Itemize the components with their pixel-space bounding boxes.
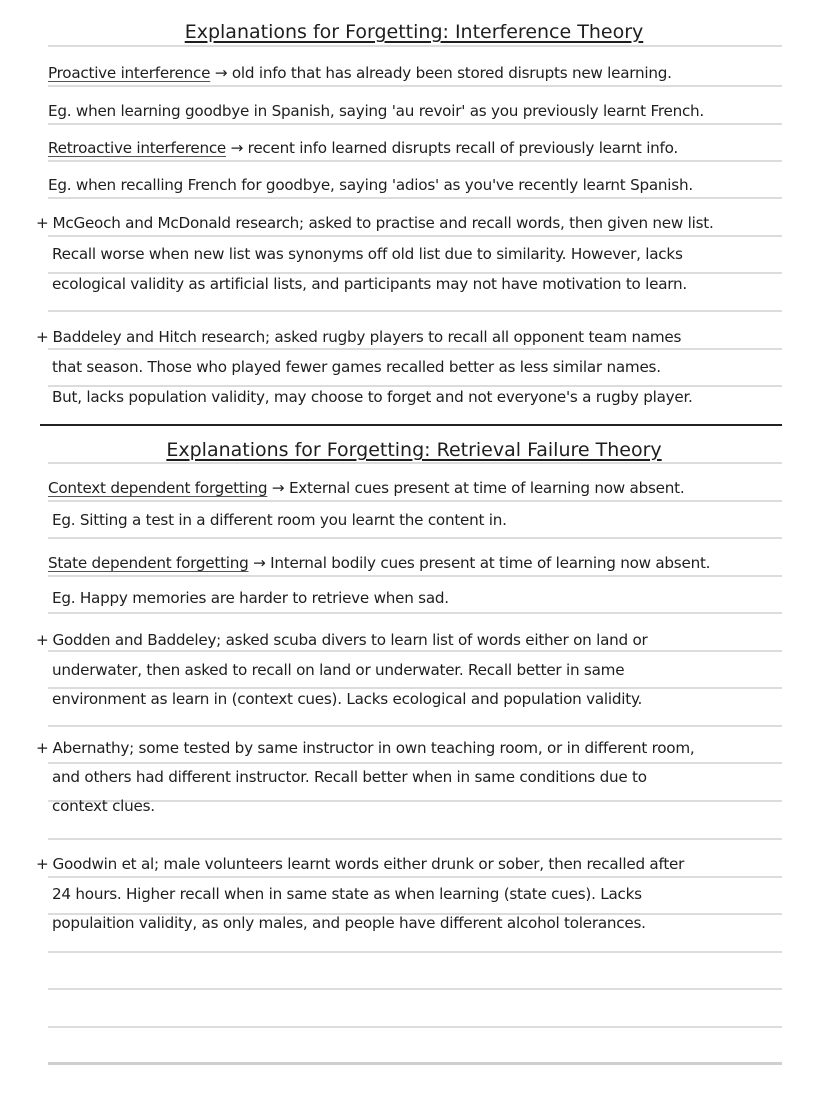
evaluation-line [36,213,714,233]
evaluation-line [36,854,684,874]
plus-icon: + [36,631,49,649]
ruled-line [48,650,782,652]
term-label: Retroactive interference [48,139,227,157]
ruled-line [48,45,782,47]
term-label: State dependent forgetting [48,554,249,572]
arrow-icon: → [214,64,228,82]
ruled-line [48,235,782,237]
term-label: Context dependent forgetting [48,479,268,497]
ruled-line [48,462,782,464]
ruled-line [48,951,782,953]
section-title-retrieval [0,438,828,462]
evaluation-line [36,327,681,347]
section-divider [40,424,782,426]
definition-text: recent info learned disrupts recall of previously learnt info. [247,139,678,157]
definition-text: old info that has already been stored disrupts new learning. [231,64,672,82]
example-retroactive: Eg. when recalling French for goodbye, saying 'adios' as you've recently learnt Spanish. [48,176,693,194]
evaluation-line: populaition validity, as only males, and people have different alcohol tolerances. [52,914,646,932]
ruled-line [48,838,782,840]
example-state: Eg. Happy memories are harder to retrieve when sad. [52,589,449,607]
evaluation-line: context clues. [52,797,155,815]
evaluation-text: Baddeley and Hitch research; asked rugby players to recall all opponent team names [52,328,682,346]
ruled-line [48,762,782,764]
section-title-text: Explanations for Forgetting: Retrieval Failure Theory [166,439,662,461]
evaluation-line: But, lacks population validity, may choose to forget and not everyone's a rugby player. [52,388,693,406]
evaluation-text: McGeoch and McDonald research; asked to practise and recall words, then given new list. [52,214,714,232]
ruled-line [48,85,782,87]
ruled-line [48,1062,782,1065]
section-title-text: Explanations for Forgetting: Interference Theory [184,21,644,43]
evaluation-line: ecological validity as artificial lists, and participants may not have motivation to learn. [52,275,687,293]
ruled-line [48,988,782,990]
ruled-line [48,348,782,350]
evaluation-text: Godden and Baddeley; asked scuba divers to learn list of words either on land or [52,631,648,649]
section-title-interference [0,20,828,44]
definition-state [48,553,710,573]
plus-icon: + [36,214,49,232]
plus-icon: + [36,739,49,757]
ruled-line [48,725,782,727]
evaluation-text: Abernathy; some tested by same instructor in own teaching room, or in different room, [52,739,695,757]
plus-icon: + [36,328,49,346]
ruled-line [48,537,782,539]
ruled-line [48,800,782,802]
evaluation-line: 24 hours. Higher recall when in same state as when learning (state cues). Lacks [52,885,642,903]
arrow-icon: → [253,554,266,572]
ruled-line [48,1026,782,1028]
arrow-icon: → [230,139,244,157]
ruled-line [48,876,782,878]
definition-context [48,478,684,498]
evaluation-line [36,738,694,758]
term-label: Proactive interference [48,64,211,82]
example-proactive: Eg. when learning goodbye in Spanish, saying 'au revoir' as you previously learnt French. [48,102,705,120]
definition-retroactive [48,138,678,158]
definition-text: Internal bodily cues present at time of learning now absent. [270,554,711,572]
evaluation-line: environment as learn in (context cues). Lacks ecological and population validity. [52,690,643,708]
evaluation-line [36,630,648,650]
ruled-line [48,575,782,577]
ruled-line [48,500,782,502]
evaluation-line: underwater, then asked to recall on land or underwater. Recall better in same [52,661,625,679]
evaluation-line: Recall worse when new list was synonyms off old list due to similarity. However, lacks [52,245,683,263]
evaluation-line: and others had different instructor. Recall better when in same conditions due to [52,768,647,786]
example-context: Eg. Sitting a test in a different room you learnt the content in. [52,511,507,529]
ruled-line [48,310,782,312]
evaluation-line: that season. Those who played fewer games recalled better as less similar names. [52,358,661,376]
ruled-line [48,197,782,199]
ruled-line [48,160,782,162]
evaluation-text: Goodwin et al; male volunteers learnt words either drunk or sober, then recalled after [52,855,685,873]
plus-icon: + [36,855,49,873]
definition-proactive [48,63,672,83]
arrow-icon: → [271,479,285,497]
ruled-line [48,612,782,614]
definition-text: External cues present at time of learning now absent. [288,479,685,497]
ruled-line [48,123,782,125]
